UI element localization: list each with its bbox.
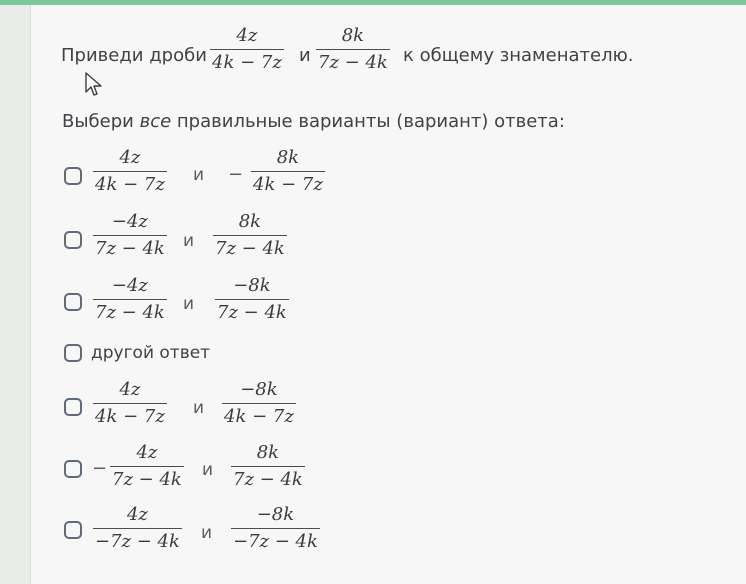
option-6-left-fraction: 4z 7z − 4k bbox=[112, 442, 182, 490]
option-5-right-fraction: −8k 4k − 7z bbox=[224, 379, 294, 427]
option-7-right-fraction: −8k −7z − 4k bbox=[233, 504, 318, 552]
option-7-left-fraction: 4z −7z − 4k bbox=[95, 504, 180, 552]
option-1-right-sign: − bbox=[228, 164, 244, 185]
option-2-right-fraction: 8k 7z − 4k bbox=[215, 211, 285, 259]
instruction-emphasis: все bbox=[139, 111, 172, 132]
option-1-checkbox[interactable] bbox=[64, 167, 82, 185]
option-3-checkbox[interactable] bbox=[64, 293, 82, 311]
option-6-checkbox[interactable] bbox=[64, 460, 82, 478]
option-4-checkbox[interactable] bbox=[64, 344, 82, 362]
option-1-left-fraction: 4z 4k − 7z bbox=[95, 147, 165, 195]
task-fraction-2: 8k 7z − 4k bbox=[318, 25, 388, 73]
option-1-conjunction: и bbox=[193, 165, 205, 185]
option-1-right-fraction: 8k 4k − 7z bbox=[253, 147, 323, 195]
instruction-text: Выбери все правильные варианты (вариант) ответа: bbox=[62, 111, 565, 132]
option-5-checkbox[interactable] bbox=[64, 398, 82, 416]
option-7-conjunction: и bbox=[201, 523, 213, 543]
option-3-left-fraction: −4z 7z − 4k bbox=[95, 275, 165, 323]
mouse-pointer-icon bbox=[84, 72, 104, 98]
option-6-left-sign: − bbox=[92, 458, 108, 479]
option-2-checkbox[interactable] bbox=[64, 231, 82, 249]
option-7-checkbox[interactable] bbox=[64, 521, 82, 539]
option-6-conjunction: и bbox=[202, 460, 214, 480]
task-fraction-1: 4z 4k − 7z bbox=[212, 25, 282, 73]
option-5-conjunction: и bbox=[193, 398, 205, 418]
task-prefix: Приведи дроби bbox=[61, 45, 207, 66]
option-5-left-fraction: 4z 4k − 7z bbox=[95, 379, 165, 427]
option-3-conjunction: и bbox=[183, 294, 195, 314]
option-2-left-fraction: −4z 7z − 4k bbox=[95, 211, 165, 259]
task-conjunction: и bbox=[299, 45, 311, 66]
task-suffix: к общему знаменателю. bbox=[403, 45, 634, 66]
option-6-right-fraction: 8k 7z − 4k bbox=[233, 442, 303, 490]
option-2-conjunction: и bbox=[183, 231, 195, 251]
option-4-label[interactable]: другой ответ bbox=[91, 343, 211, 363]
option-3-right-fraction: −8k 7z − 4k bbox=[217, 275, 287, 323]
